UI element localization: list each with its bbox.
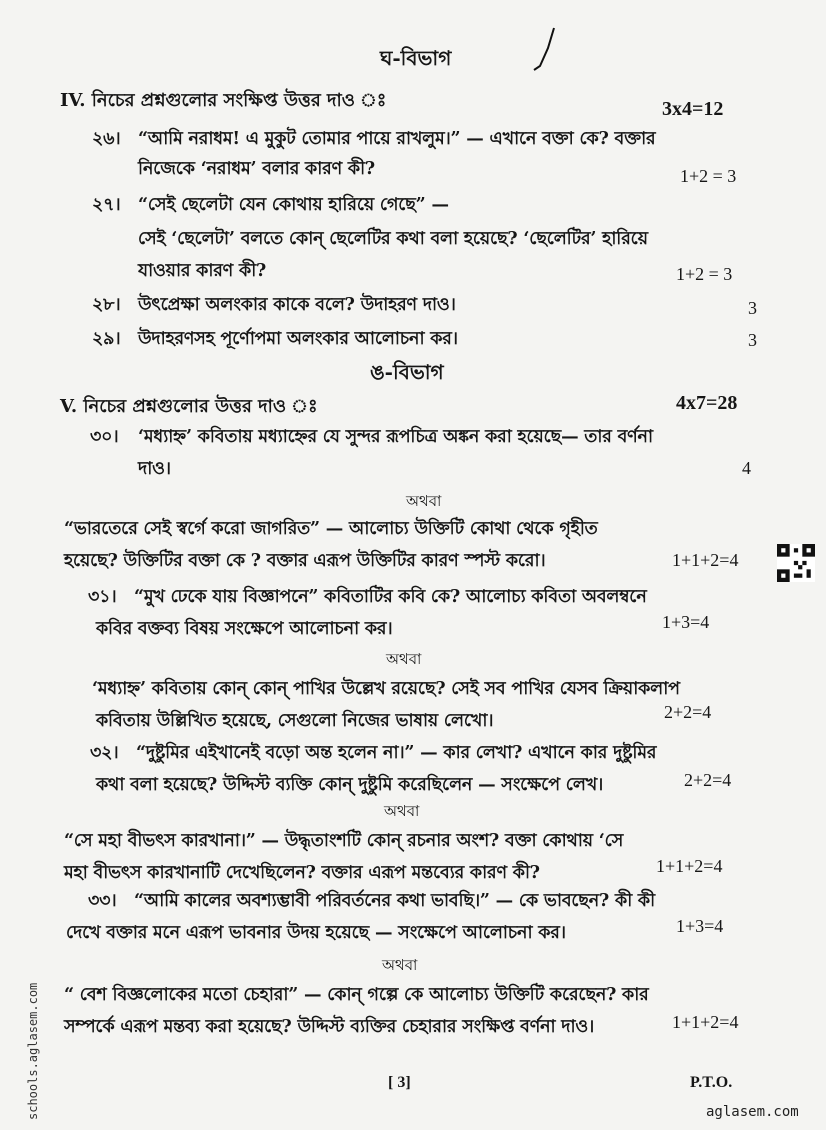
question-30-line-2: দাও। [138,459,171,479]
watermark-side: schools.aglasem.com [26,982,40,1120]
or-label-4: অথবা [382,956,418,974]
pto-label: P.T.O. [690,1074,733,1091]
question-27-number: ২৭। [92,195,121,215]
question-30-marks: 4 [742,458,751,478]
question-30-line-1: ‘মধ্যাহ্ন’ কবিতায় মধ্যাহ্নের যে সুন্দর রূপচিত্র অঙ্কন করা হয়েছে— তার বর্ণনা [138,427,653,447]
question-33-marks: 1+3=4 [676,916,724,936]
question-28-text: উৎপ্রেক্ষা অলংকার কাকে বলে? উদাহরণ দাও। [138,295,456,315]
question-30-number: ৩০। [90,427,119,447]
question-27-line-3: যাওয়ার কারণ কী? [138,261,267,281]
pen-tick-mark [530,26,560,72]
question-32-line-2: কথা বলা হয়েছে? উদ্দিস্ট ব্যক্তি কোন্ দুষ্টুমি করেছিলেন — সংক্ষেপে লেখ। [96,775,604,795]
question-26-line-2: নিজেকে ‘নরাধম’ বলার কারণ কী? [138,159,375,179]
question-31-line-1: “মুখ ঢেকে যায় বিজ্ঞাপনে” কবিতাটির কবি কে? আলোচ্য কবিতা অবলম্বনে [134,587,647,607]
section-umo-title: ঙ-বিভাগ [370,360,444,384]
or-label-3: অথবা [384,802,420,820]
question-31-marks: 1+3=4 [662,612,710,632]
question-30-or-line-2: হয়েছে? উক্তিটির বক্তা কে ? বক্তার এরূপ উক্তিটির কারণ স্পস্ট করো। [64,551,546,571]
question-31-or-marks: 2+2=4 [664,702,712,722]
question-30-or-line-1: “ভারতেরে সেই স্বর্গে করো জাগরিত” — আলোচ্য উক্তিটি কোথা থেকে গৃহীত [64,519,598,539]
question-33-line-2: দেখে বক্তার মনে এরূপ ভাবনার উদয় হয়েছে — সংক্ষেপে আলোচনা কর। [66,923,566,943]
question-32-line-1: “দুষ্টুমির এইখানেই বড়ো অন্ত হলেন না।” — কার লেখা? এখানে কার দুষ্টুমির [136,743,657,763]
question-31-or-line-1: ‘মধ্যাহ্ন’ কবিতায় কোন্ কোন্ পাখির উল্লেখ রয়েছে? সেই সব পাখির যেসব ক্রিয়াকলাপ [92,679,680,699]
question-26-number: ২৬। [92,129,121,149]
question-29-text: উদাহরণসহ পূর্ণোপমা অলংকার আলোচনা কর। [138,329,458,349]
qr-code-icon [777,544,815,582]
question-29-marks: 3 [748,330,757,350]
section-gha-title: ঘ-বিভাগ [380,46,452,70]
question-28-number: ২৮। [92,295,121,315]
question-31-number: ৩১। [88,587,117,607]
question-31-or-line-2: কবিতায় উল্লিখিত হয়েছে, সেগুলো নিজের ভাষায় লেখো। [96,711,494,731]
section-iv-instruction: IV. নিচের প্রশ্নগুলোর সংক্ষিপ্ত উত্তর দাও ঃ [60,90,387,111]
question-32-or-marks: 1+1+2=4 [656,856,723,876]
question-32-or-line-2: মহা বীভৎস কারখানাটি দেখেছিলেন? বক্তার এরূপ মন্তব্যের কারণ কী? [64,863,540,883]
question-33-or-line-1: “ বেশ বিজ্ঞলোকের মতো চেহারা” — কোন্ গল্পে কে আলোচ্য উক্তিটি করেছেন? কার [64,985,649,1005]
watermark-brand: aglasem.com [706,1104,799,1120]
question-32-number: ৩২। [90,743,119,763]
question-32-or-line-1: “সে মহা বীভৎস কারখানা।” — উদ্ধৃতাংশটি কোন্ রচনার অংশ? বক্তা কোথায় ‘সে [64,831,624,851]
or-label-2: অথবা [386,650,422,668]
section-v-marks: 4x7=28 [676,392,738,414]
question-29-number: ২৯। [92,329,121,349]
question-32-marks: 2+2=4 [684,770,732,790]
question-30-or-marks: 1+1+2=4 [672,550,739,570]
question-26-marks: 1+2 = 3 [680,166,737,186]
question-27-marks: 1+2 = 3 [676,264,733,284]
section-v-instruction: V. নিচের প্রশ্নগুলোর উত্তর দাও ঃ [60,396,318,417]
question-31-line-2: কবির বক্তব্য বিষয় সংক্ষেপে আলোচনা কর। [96,619,393,639]
question-27-line-2: সেই ‘ছেলেটা’ বলতে কোন্ ছেলেটির কথা বলা হয়েছে? ‘ছেলেটির’ হারিয়ে [138,229,648,249]
question-33-or-line-2: সম্পর্কে এরূপ মন্তব্য করা হয়েছে? উদ্দিস্ট ব্যক্তির চেহারার সংক্ষিপ্ত বর্ণনা দাও। [64,1017,595,1037]
question-33-number: ৩৩। [88,891,117,911]
section-iv-marks: 3x4=12 [662,98,724,120]
question-27-line-1: “সেই ছেলেটা যেন কোথায় হারিয়ে গেছে” — [138,195,449,215]
question-33-line-1: “আমি কালের অবশ্যম্ভাবী পরিবর্তনের কথা ভাবছি।” — কে ভাবছেন? কী কী [134,891,655,911]
or-label-1: অথবা [406,492,442,510]
question-26-line-1: “আমি নরাধম! এ মুকুট তোমার পায়ে রাখলুম।” — এখানে বক্তা কে? বক্তার [138,129,656,149]
question-28-marks: 3 [748,298,757,318]
question-33-or-marks: 1+1+2=4 [672,1012,739,1032]
page-number: [ 3] [388,1074,411,1091]
